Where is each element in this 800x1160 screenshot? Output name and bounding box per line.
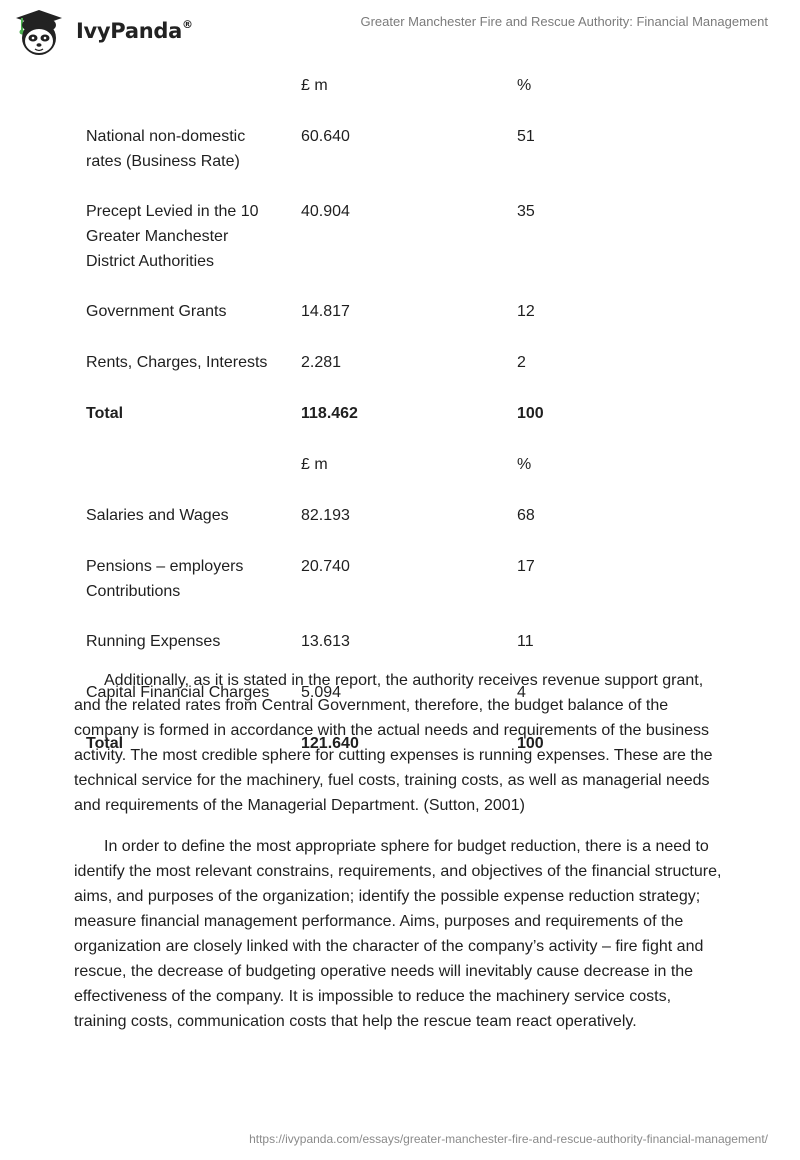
- table-row: [74, 290, 714, 341]
- row-label: Salaries and Wages: [86, 507, 229, 524]
- row-label: Pensions – employers Contributions: [86, 558, 244, 600]
- income-header-row: [74, 64, 714, 115]
- body-paragraph: Additionally, as it is stated in the report, the authority receives revenue support grant, and the related rates from Central Government, therefore, the budget balance of the company is formed in accordance with the actual needs and requirements of the business activity. The most credible sphere for cutting expenses is running expenses. These are the technical service for the machinery, fuel costs, training costs, as well as managerial needs and requirements of the Managerial Department. (Sutton, 2001): [74, 672, 713, 814]
- ivypanda-logo-icon[interactable]: [14, 8, 64, 58]
- row-label: Government Grants: [86, 303, 227, 320]
- row-amount: 5.094: [301, 684, 342, 701]
- row-label: Capital Financial Charges: [86, 684, 270, 701]
- table-header-cell: %: [517, 456, 532, 473]
- row-amount: 13.613: [301, 633, 350, 650]
- row-amount: 60.640: [301, 128, 350, 145]
- table-row: [74, 190, 714, 290]
- page-header: [0, 0, 800, 70]
- row-percent: 12: [517, 303, 535, 320]
- row-amount: 82.193: [301, 507, 350, 524]
- row-amount: 20.740: [301, 558, 350, 575]
- table-header-cell: £ m: [301, 77, 328, 94]
- body-paragraph: In order to define the most appropriate sphere for budget reduction, there is a need to identify the most relevant constrains, requirements, and objectives of the financial structure, aims, and purposes of the organization; identify the possible expense reduction strategy; measure financial management performance. Aims, purposes and requirements of the organization are closely linked with the character of the company’s activity – fire fight and rescue, the decrease of budgeting operative needs will inevitably cause decrease in the effectiveness of the company. It is impossible to reduce the machinery service costs, training costs, communication costs that help the rescue team react operatively.: [74, 838, 722, 1030]
- source-url-link[interactable]: https://ivypanda.com/essays/greater-manchester-fire-and-rescue-authority-financial-management/: [249, 1132, 768, 1146]
- total-label: Total: [86, 735, 124, 752]
- row-percent: 68: [517, 507, 535, 524]
- row-percent: 11: [517, 633, 534, 650]
- table-row: [74, 545, 714, 620]
- total-percent: 100: [517, 405, 544, 422]
- row-percent: 2: [517, 354, 526, 371]
- expense-header-row: [74, 443, 714, 494]
- table-row: [74, 115, 714, 190]
- row-percent: 35: [517, 203, 535, 220]
- table-row: [74, 494, 714, 545]
- row-percent: 4: [517, 684, 526, 701]
- row-label: Precept Levied in the 10 Greater Manchester District Authorities: [86, 203, 259, 270]
- table-row: [74, 341, 714, 392]
- row-label: Running Expenses: [86, 633, 221, 650]
- total-percent: 100: [517, 735, 544, 752]
- total-amount: 118.462: [301, 405, 358, 422]
- table-row: [74, 620, 714, 671]
- table-header-cell: %: [517, 77, 532, 94]
- row-percent: 51: [517, 128, 535, 145]
- table-header-cell: [74, 443, 289, 494]
- income-total-row: [74, 392, 714, 443]
- table-header-cell: [74, 64, 289, 115]
- total-amount: 121.640: [301, 735, 359, 752]
- row-amount: 40.904: [301, 203, 350, 220]
- financial-table: [74, 64, 714, 773]
- row-label: National non-domestic rates (Business Rate): [86, 128, 246, 170]
- row-percent: 17: [517, 558, 535, 575]
- brand-name[interactable]: IvyPanda®: [76, 18, 193, 43]
- row-label: Rents, Charges, Interests: [86, 354, 268, 371]
- row-amount: 14.817: [301, 303, 350, 320]
- row-amount: 2.281: [301, 354, 342, 371]
- document-title: Greater Manchester Fire and Rescue Authority: Financial Management: [360, 14, 768, 29]
- total-label: Total: [86, 405, 124, 422]
- table-header-cell: £ m: [301, 456, 328, 473]
